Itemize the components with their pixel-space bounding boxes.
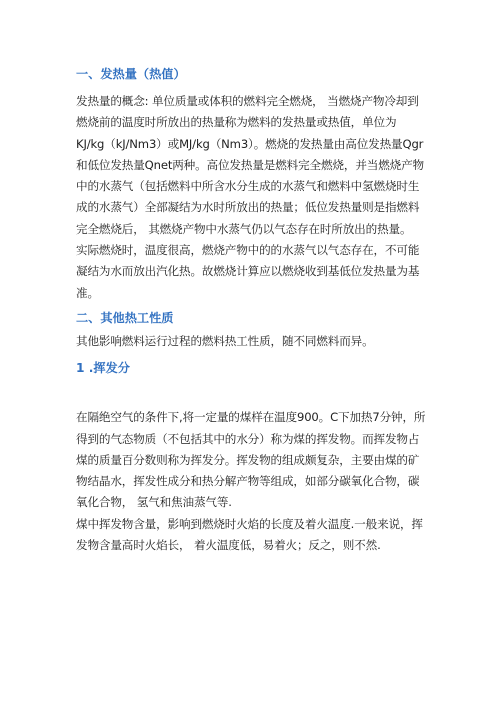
paragraph-actual-combustion	[76, 240, 438, 304]
text-line: 凝结为水而放出汽化热。故燃烧计算应以燃烧收到基低位发热量为基	[76, 264, 420, 279]
paragraph-volatile-definition	[76, 407, 438, 513]
text-line: 发物含量高时火焰长， 着火温度低，易着火；反之，则不然.	[76, 538, 381, 553]
text-line: 其他影响燃料运行过程的燃料热工性质，随不同燃料而异。	[76, 333, 374, 348]
text-line: 成的水蒸气）全部凝结为水时所放出的热量；低位发热量则是指燃料	[76, 200, 420, 215]
text-line: 中的水蒸气（包括燃料中所含水分生成的水蒸气和燃料中氢燃烧时生	[76, 179, 420, 194]
document-body	[76, 64, 438, 556]
paragraph-heating-value-concept	[76, 91, 438, 240]
text-line: 煤中挥发物含量，影响到燃烧时火焰的长度及着火温度.一般来说，挥	[76, 516, 423, 531]
text-line: 氧化合物， 氢气和焦油蒸气等.	[76, 495, 232, 510]
section-heading-other-thermal-properties: 二、其他热工性质	[76, 310, 174, 325]
text-line: 煤的质量百分数则称为挥发分。挥发物的组成颇复杂，主要由煤的矿	[76, 452, 420, 467]
text-line: 完全燃烧后， 其燃烧产物中水蒸气仍以气态存在时所放出的热量。	[76, 221, 412, 236]
text-line: 物结晶水，挥发性成分和热分解产物等组成，如部分碳氧化合物，碳	[76, 474, 420, 489]
text-line: KJ/kg（kJ/Nm3）或MJ/kg（Nm3）。燃烧的发热量由高位发热量Qgr	[76, 136, 424, 151]
text-line: 得到的气态物质（不包括其中的水分）称为煤的挥发物。而挥发物占	[76, 431, 420, 446]
section-heading-heating-value: 一、发热量（热值）	[76, 67, 186, 81]
text-line: 发热量的概念: 单位质量或体积的燃料完全燃烧， 当燃烧产物冷却到	[76, 94, 419, 108]
paragraph-volatile-effects	[76, 514, 438, 557]
text-line: 和低位发热量Qnet两种。高位发热量是燃料完全燃烧，并当燃烧产物	[76, 157, 424, 172]
text-line: 在隔绝空气的条件下,将一定量的煤样在温度900。C下加热7分钟，所	[76, 410, 426, 425]
text-line: 燃烧前的温度时所放出的热量称为燃料的发热量或热值，单位为	[76, 115, 397, 130]
subsection-heading-volatile-matter: 1 .挥发分	[76, 361, 130, 376]
text-line: 实际燃烧时，温度很高，燃烧产物中的的水蒸气以气态存在，不可能	[76, 243, 420, 258]
text-line: 准。	[76, 285, 99, 300]
paragraph-other-properties	[76, 331, 438, 352]
